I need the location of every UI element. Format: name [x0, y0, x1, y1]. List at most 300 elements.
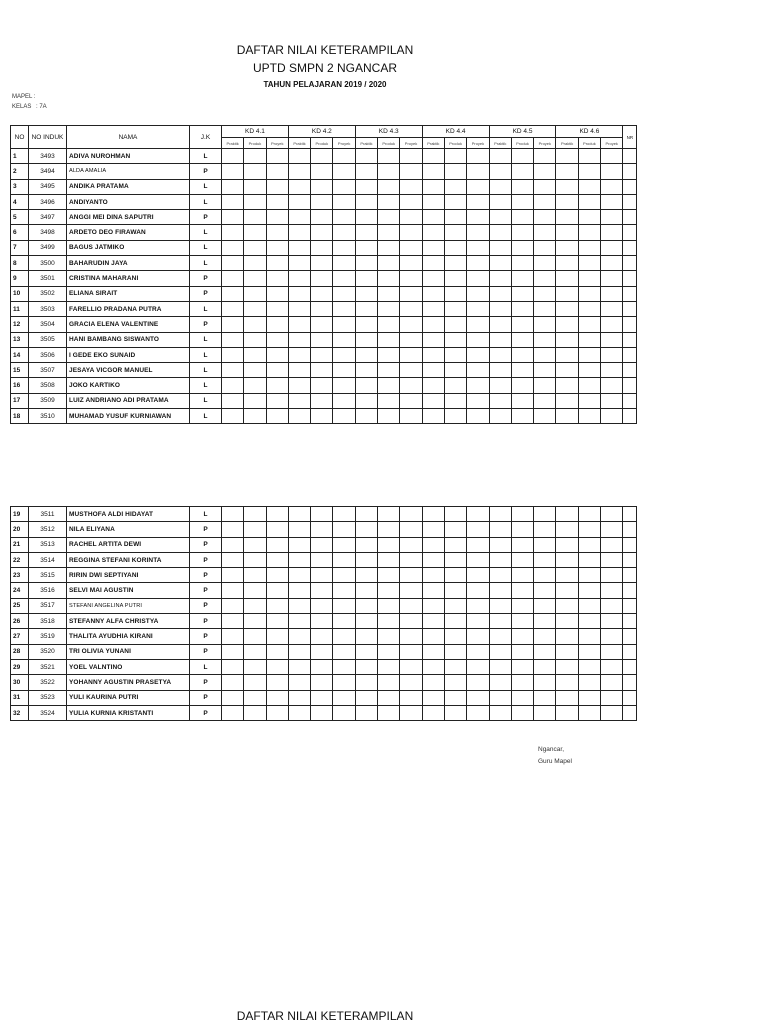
score-cell[interactable] — [222, 363, 244, 378]
score-cell[interactable] — [467, 225, 489, 240]
score-cell[interactable] — [511, 210, 533, 225]
score-cell[interactable] — [244, 301, 266, 316]
score-cell[interactable] — [333, 659, 355, 674]
score-cell[interactable] — [311, 240, 333, 255]
score-cell[interactable] — [333, 271, 355, 286]
score-cell[interactable] — [601, 690, 623, 705]
score-cell[interactable] — [311, 286, 333, 301]
score-cell[interactable] — [489, 347, 511, 362]
score-cell[interactable] — [444, 644, 466, 659]
score-cell[interactable] — [556, 210, 578, 225]
score-cell[interactable] — [222, 378, 244, 393]
score-cell[interactable] — [222, 286, 244, 301]
score-cell[interactable] — [601, 614, 623, 629]
score-cell[interactable] — [244, 194, 266, 209]
score-cell[interactable] — [333, 583, 355, 598]
score-cell[interactable] — [244, 568, 266, 583]
score-cell[interactable] — [467, 705, 489, 720]
score-cell[interactable] — [444, 240, 466, 255]
score-cell[interactable] — [534, 271, 556, 286]
score-cell[interactable] — [601, 256, 623, 271]
score-cell[interactable] — [511, 271, 533, 286]
score-cell[interactable] — [222, 332, 244, 347]
score-cell[interactable] — [378, 598, 400, 613]
nr-cell[interactable] — [623, 409, 637, 424]
score-cell[interactable] — [400, 690, 422, 705]
score-cell[interactable] — [288, 583, 310, 598]
score-cell[interactable] — [378, 690, 400, 705]
score-cell[interactable] — [511, 149, 533, 164]
score-cell[interactable] — [422, 507, 444, 522]
score-cell[interactable] — [222, 507, 244, 522]
score-cell[interactable] — [355, 705, 377, 720]
nr-cell[interactable] — [623, 194, 637, 209]
score-cell[interactable] — [467, 659, 489, 674]
nr-cell[interactable] — [623, 210, 637, 225]
score-cell[interactable] — [311, 583, 333, 598]
score-cell[interactable] — [511, 507, 533, 522]
score-cell[interactable] — [534, 317, 556, 332]
score-cell[interactable] — [489, 225, 511, 240]
score-cell[interactable] — [467, 614, 489, 629]
score-cell[interactable] — [556, 179, 578, 194]
score-cell[interactable] — [288, 614, 310, 629]
score-cell[interactable] — [288, 659, 310, 674]
score-cell[interactable] — [556, 194, 578, 209]
score-cell[interactable] — [400, 225, 422, 240]
score-cell[interactable] — [288, 537, 310, 552]
score-cell[interactable] — [467, 301, 489, 316]
score-cell[interactable] — [578, 552, 600, 567]
score-cell[interactable] — [534, 675, 556, 690]
score-cell[interactable] — [311, 659, 333, 674]
score-cell[interactable] — [422, 271, 444, 286]
score-cell[interactable] — [288, 552, 310, 567]
score-cell[interactable] — [511, 332, 533, 347]
score-cell[interactable] — [244, 179, 266, 194]
score-cell[interactable] — [222, 347, 244, 362]
score-cell[interactable] — [311, 644, 333, 659]
score-cell[interactable] — [288, 347, 310, 362]
score-cell[interactable] — [355, 690, 377, 705]
score-cell[interactable] — [511, 583, 533, 598]
score-cell[interactable] — [467, 256, 489, 271]
score-cell[interactable] — [400, 271, 422, 286]
score-cell[interactable] — [578, 347, 600, 362]
score-cell[interactable] — [311, 522, 333, 537]
score-cell[interactable] — [311, 301, 333, 316]
score-cell[interactable] — [266, 507, 288, 522]
score-cell[interactable] — [400, 363, 422, 378]
score-cell[interactable] — [422, 644, 444, 659]
score-cell[interactable] — [222, 409, 244, 424]
score-cell[interactable] — [601, 301, 623, 316]
score-cell[interactable] — [400, 378, 422, 393]
score-cell[interactable] — [222, 225, 244, 240]
score-cell[interactable] — [244, 675, 266, 690]
score-cell[interactable] — [467, 332, 489, 347]
score-cell[interactable] — [311, 378, 333, 393]
score-cell[interactable] — [244, 210, 266, 225]
score-cell[interactable] — [422, 614, 444, 629]
score-cell[interactable] — [333, 256, 355, 271]
score-cell[interactable] — [489, 568, 511, 583]
score-cell[interactable] — [355, 332, 377, 347]
score-cell[interactable] — [511, 690, 533, 705]
score-cell[interactable] — [266, 409, 288, 424]
score-cell[interactable] — [288, 629, 310, 644]
score-cell[interactable] — [578, 256, 600, 271]
score-cell[interactable] — [288, 194, 310, 209]
score-cell[interactable] — [601, 149, 623, 164]
score-cell[interactable] — [578, 409, 600, 424]
nr-cell[interactable] — [623, 317, 637, 332]
score-cell[interactable] — [601, 164, 623, 179]
score-cell[interactable] — [244, 393, 266, 408]
score-cell[interactable] — [511, 629, 533, 644]
score-cell[interactable] — [378, 659, 400, 674]
score-cell[interactable] — [311, 149, 333, 164]
score-cell[interactable] — [422, 583, 444, 598]
score-cell[interactable] — [333, 614, 355, 629]
score-cell[interactable] — [578, 301, 600, 316]
score-cell[interactable] — [311, 271, 333, 286]
score-cell[interactable] — [355, 378, 377, 393]
score-cell[interactable] — [556, 629, 578, 644]
score-cell[interactable] — [489, 614, 511, 629]
score-cell[interactable] — [489, 690, 511, 705]
score-cell[interactable] — [489, 522, 511, 537]
score-cell[interactable] — [400, 149, 422, 164]
score-cell[interactable] — [266, 614, 288, 629]
score-cell[interactable] — [467, 271, 489, 286]
score-cell[interactable] — [489, 286, 511, 301]
score-cell[interactable] — [333, 705, 355, 720]
score-cell[interactable] — [288, 149, 310, 164]
score-cell[interactable] — [444, 363, 466, 378]
score-cell[interactable] — [534, 164, 556, 179]
score-cell[interactable] — [288, 568, 310, 583]
score-cell[interactable] — [311, 552, 333, 567]
score-cell[interactable] — [333, 363, 355, 378]
score-cell[interactable] — [534, 210, 556, 225]
score-cell[interactable] — [288, 522, 310, 537]
score-cell[interactable] — [333, 507, 355, 522]
score-cell[interactable] — [601, 225, 623, 240]
score-cell[interactable] — [266, 210, 288, 225]
score-cell[interactable] — [422, 210, 444, 225]
score-cell[interactable] — [222, 659, 244, 674]
score-cell[interactable] — [467, 179, 489, 194]
score-cell[interactable] — [355, 271, 377, 286]
score-cell[interactable] — [355, 659, 377, 674]
score-cell[interactable] — [556, 363, 578, 378]
score-cell[interactable] — [244, 659, 266, 674]
score-cell[interactable] — [422, 149, 444, 164]
score-cell[interactable] — [378, 363, 400, 378]
nr-cell[interactable] — [623, 393, 637, 408]
nr-cell[interactable] — [623, 225, 637, 240]
score-cell[interactable] — [355, 507, 377, 522]
score-cell[interactable] — [222, 210, 244, 225]
nr-cell[interactable] — [623, 301, 637, 316]
score-cell[interactable] — [534, 225, 556, 240]
score-cell[interactable] — [467, 598, 489, 613]
score-cell[interactable] — [601, 363, 623, 378]
score-cell[interactable] — [288, 690, 310, 705]
score-cell[interactable] — [311, 568, 333, 583]
score-cell[interactable] — [355, 583, 377, 598]
score-cell[interactable] — [400, 409, 422, 424]
score-cell[interactable] — [333, 690, 355, 705]
score-cell[interactable] — [534, 690, 556, 705]
score-cell[interactable] — [333, 522, 355, 537]
score-cell[interactable] — [467, 690, 489, 705]
score-cell[interactable] — [444, 332, 466, 347]
score-cell[interactable] — [400, 675, 422, 690]
score-cell[interactable] — [422, 690, 444, 705]
score-cell[interactable] — [333, 378, 355, 393]
score-cell[interactable] — [288, 363, 310, 378]
score-cell[interactable] — [311, 690, 333, 705]
score-cell[interactable] — [400, 568, 422, 583]
score-cell[interactable] — [578, 629, 600, 644]
score-cell[interactable] — [556, 690, 578, 705]
score-cell[interactable] — [355, 644, 377, 659]
score-cell[interactable] — [467, 537, 489, 552]
score-cell[interactable] — [578, 690, 600, 705]
score-cell[interactable] — [311, 629, 333, 644]
score-cell[interactable] — [400, 629, 422, 644]
score-cell[interactable] — [578, 164, 600, 179]
score-cell[interactable] — [578, 598, 600, 613]
score-cell[interactable] — [578, 644, 600, 659]
score-cell[interactable] — [489, 507, 511, 522]
score-cell[interactable] — [601, 317, 623, 332]
score-cell[interactable] — [400, 347, 422, 362]
score-cell[interactable] — [355, 675, 377, 690]
score-cell[interactable] — [556, 301, 578, 316]
score-cell[interactable] — [222, 164, 244, 179]
score-cell[interactable] — [422, 301, 444, 316]
score-cell[interactable] — [222, 240, 244, 255]
score-cell[interactable] — [601, 347, 623, 362]
score-cell[interactable] — [288, 332, 310, 347]
score-cell[interactable] — [222, 644, 244, 659]
nr-cell[interactable] — [623, 522, 637, 537]
score-cell[interactable] — [222, 522, 244, 537]
score-cell[interactable] — [511, 347, 533, 362]
score-cell[interactable] — [311, 194, 333, 209]
score-cell[interactable] — [288, 317, 310, 332]
score-cell[interactable] — [333, 347, 355, 362]
score-cell[interactable] — [311, 393, 333, 408]
score-cell[interactable] — [266, 332, 288, 347]
score-cell[interactable] — [601, 378, 623, 393]
score-cell[interactable] — [311, 179, 333, 194]
score-cell[interactable] — [444, 522, 466, 537]
score-cell[interactable] — [534, 507, 556, 522]
score-cell[interactable] — [355, 363, 377, 378]
score-cell[interactable] — [288, 705, 310, 720]
score-cell[interactable] — [266, 225, 288, 240]
score-cell[interactable] — [489, 598, 511, 613]
score-cell[interactable] — [266, 179, 288, 194]
score-cell[interactable] — [534, 705, 556, 720]
score-cell[interactable] — [266, 271, 288, 286]
score-cell[interactable] — [489, 583, 511, 598]
score-cell[interactable] — [311, 256, 333, 271]
score-cell[interactable] — [467, 347, 489, 362]
score-cell[interactable] — [355, 225, 377, 240]
score-cell[interactable] — [266, 286, 288, 301]
score-cell[interactable] — [422, 332, 444, 347]
score-cell[interactable] — [422, 552, 444, 567]
score-cell[interactable] — [556, 644, 578, 659]
nr-cell[interactable] — [623, 629, 637, 644]
score-cell[interactable] — [378, 378, 400, 393]
score-cell[interactable] — [244, 507, 266, 522]
nr-cell[interactable] — [623, 363, 637, 378]
score-cell[interactable] — [400, 332, 422, 347]
score-cell[interactable] — [244, 286, 266, 301]
score-cell[interactable] — [355, 179, 377, 194]
score-cell[interactable] — [444, 659, 466, 674]
score-cell[interactable] — [444, 675, 466, 690]
nr-cell[interactable] — [623, 332, 637, 347]
nr-cell[interactable] — [623, 583, 637, 598]
score-cell[interactable] — [355, 210, 377, 225]
score-cell[interactable] — [556, 705, 578, 720]
score-cell[interactable] — [288, 225, 310, 240]
score-cell[interactable] — [400, 659, 422, 674]
score-cell[interactable] — [378, 629, 400, 644]
score-cell[interactable] — [378, 568, 400, 583]
score-cell[interactable] — [355, 537, 377, 552]
score-cell[interactable] — [311, 164, 333, 179]
score-cell[interactable] — [578, 317, 600, 332]
score-cell[interactable] — [556, 317, 578, 332]
score-cell[interactable] — [556, 271, 578, 286]
score-cell[interactable] — [489, 378, 511, 393]
nr-cell[interactable] — [623, 552, 637, 567]
score-cell[interactable] — [288, 507, 310, 522]
score-cell[interactable] — [534, 614, 556, 629]
score-cell[interactable] — [266, 690, 288, 705]
score-cell[interactable] — [333, 194, 355, 209]
score-cell[interactable] — [333, 210, 355, 225]
score-cell[interactable] — [511, 644, 533, 659]
score-cell[interactable] — [489, 393, 511, 408]
score-cell[interactable] — [422, 363, 444, 378]
score-cell[interactable] — [378, 552, 400, 567]
score-cell[interactable] — [378, 179, 400, 194]
score-cell[interactable] — [578, 568, 600, 583]
score-cell[interactable] — [355, 256, 377, 271]
score-cell[interactable] — [311, 409, 333, 424]
score-cell[interactable] — [422, 537, 444, 552]
score-cell[interactable] — [578, 271, 600, 286]
score-cell[interactable] — [444, 256, 466, 271]
score-cell[interactable] — [333, 598, 355, 613]
score-cell[interactable] — [601, 179, 623, 194]
score-cell[interactable] — [378, 164, 400, 179]
score-cell[interactable] — [333, 537, 355, 552]
score-cell[interactable] — [288, 179, 310, 194]
score-cell[interactable] — [556, 537, 578, 552]
score-cell[interactable] — [556, 598, 578, 613]
score-cell[interactable] — [355, 629, 377, 644]
score-cell[interactable] — [400, 194, 422, 209]
score-cell[interactable] — [378, 317, 400, 332]
score-cell[interactable] — [511, 225, 533, 240]
score-cell[interactable] — [244, 317, 266, 332]
score-cell[interactable] — [489, 675, 511, 690]
score-cell[interactable] — [244, 363, 266, 378]
score-cell[interactable] — [422, 194, 444, 209]
score-cell[interactable] — [489, 705, 511, 720]
score-cell[interactable] — [378, 614, 400, 629]
score-cell[interactable] — [578, 614, 600, 629]
score-cell[interactable] — [400, 164, 422, 179]
score-cell[interactable] — [355, 598, 377, 613]
score-cell[interactable] — [222, 583, 244, 598]
score-cell[interactable] — [422, 629, 444, 644]
score-cell[interactable] — [534, 194, 556, 209]
score-cell[interactable] — [222, 537, 244, 552]
nr-cell[interactable] — [623, 347, 637, 362]
score-cell[interactable] — [534, 149, 556, 164]
score-cell[interactable] — [511, 659, 533, 674]
score-cell[interactable] — [444, 317, 466, 332]
score-cell[interactable] — [422, 378, 444, 393]
score-cell[interactable] — [556, 149, 578, 164]
score-cell[interactable] — [444, 225, 466, 240]
score-cell[interactable] — [311, 705, 333, 720]
score-cell[interactable] — [311, 210, 333, 225]
score-cell[interactable] — [578, 149, 600, 164]
score-cell[interactable] — [288, 301, 310, 316]
score-cell[interactable] — [422, 659, 444, 674]
score-cell[interactable] — [511, 393, 533, 408]
score-cell[interactable] — [244, 690, 266, 705]
score-cell[interactable] — [444, 705, 466, 720]
score-cell[interactable] — [355, 347, 377, 362]
score-cell[interactable] — [400, 256, 422, 271]
score-cell[interactable] — [222, 690, 244, 705]
score-cell[interactable] — [266, 537, 288, 552]
score-cell[interactable] — [534, 363, 556, 378]
score-cell[interactable] — [534, 659, 556, 674]
score-cell[interactable] — [378, 522, 400, 537]
score-cell[interactable] — [222, 393, 244, 408]
score-cell[interactable] — [534, 301, 556, 316]
score-cell[interactable] — [400, 552, 422, 567]
score-cell[interactable] — [578, 705, 600, 720]
score-cell[interactable] — [601, 522, 623, 537]
score-cell[interactable] — [355, 409, 377, 424]
score-cell[interactable] — [444, 598, 466, 613]
score-cell[interactable] — [534, 393, 556, 408]
nr-cell[interactable] — [623, 705, 637, 720]
score-cell[interactable] — [578, 210, 600, 225]
score-cell[interactable] — [355, 149, 377, 164]
score-cell[interactable] — [378, 194, 400, 209]
score-cell[interactable] — [444, 507, 466, 522]
score-cell[interactable] — [601, 552, 623, 567]
score-cell[interactable] — [467, 149, 489, 164]
nr-cell[interactable] — [623, 378, 637, 393]
